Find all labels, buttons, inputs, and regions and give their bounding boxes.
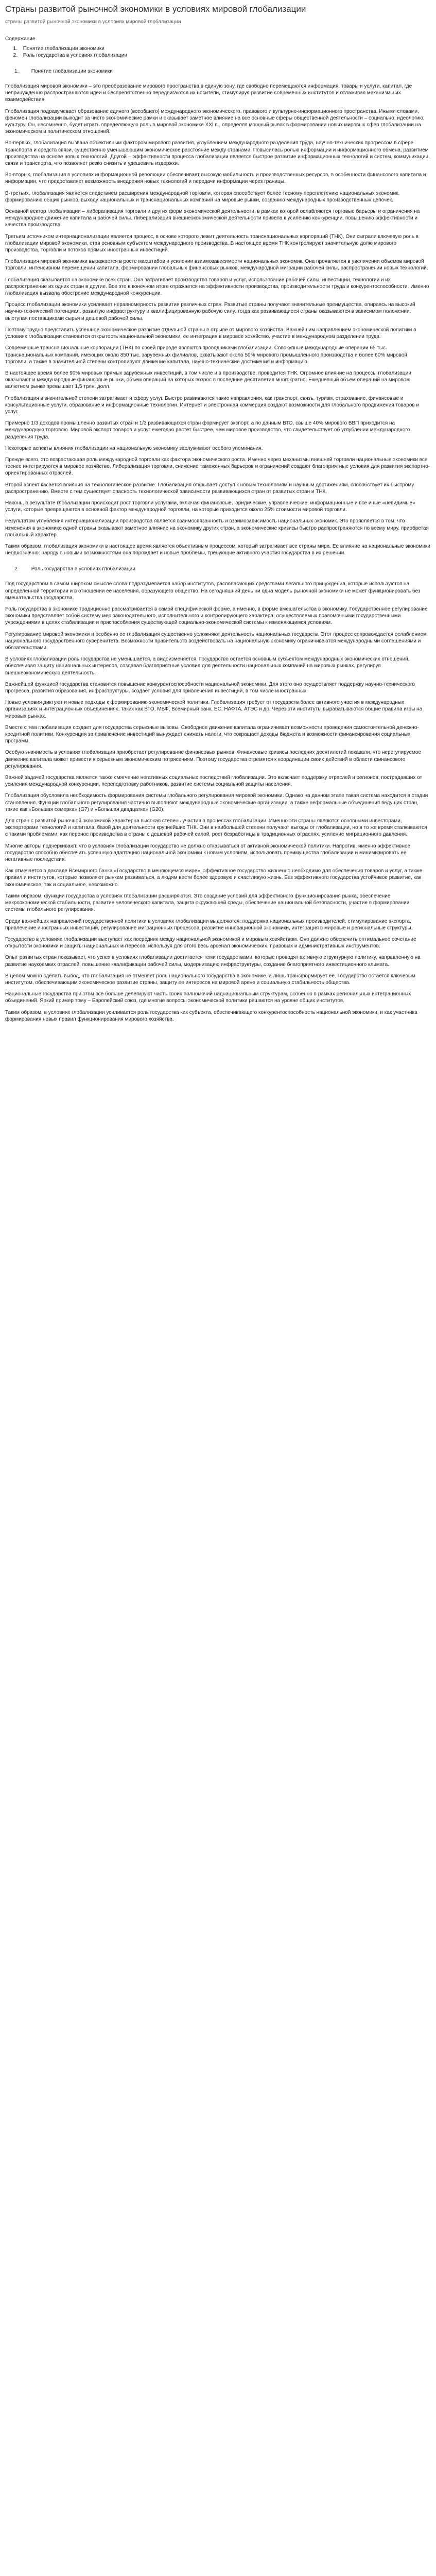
paragraph: Вместе с тем глобализация создает для государства серьезные вызовы. Свободное движение капитала ограничивает возможности проведения самостоятельной денежно-кредитной политики. Конкуренция за привлечение инвестиций вынуждает снижать налоги, что сокращает доходы бюджета и возможности финансирования социальных программ. (5, 724, 419, 744)
section-title: Роль государства в условиях глобализации (31, 566, 135, 572)
paragraph: Глобализация подразумевает образование единого (всеобщего) международного экономического, правового и культурно-информационного пространства. Иными словами, феномен глобализации выходит за чисто экономические рамки и оказывает заметное влияние на все основные сферы общественной деятельности – социально, идеологию, культуру. Он, несомненно, будет играть определяющую роль в мировой экономике XXI в., определяя мощный рывок в формировании новых мировых сфер глобализации на экономическом и политическом отношений. (5, 108, 425, 135)
toc-item-number: 1. (13, 46, 18, 52)
paragraph: Третьим источником интернационализации является процесс, в основе которого лежит деятельность транснациональных корпораций (ТНК). Они сыграли ключевую роль в глобализации мировой экономики, став основным субъектом международного производства. В настоящее время ТНК контролируют значительную долю мирового производства, торговли и потоков прямых иностранных инвестиций. (5, 233, 418, 253)
toc-item-label: Роль государства в условиях глобализации (23, 53, 127, 58)
paragraph: Таким образом, в условиях глобализации усиливается роль государства как субъекта, обеспечивающего конкурентоспособность национальной экономики, и как участника формирования новых правил функционирования мирового хозяйства. (5, 1009, 417, 1022)
paragraph: Роль государства в экономике традиционно рассматривается в самой специфической форме, а именно, в форме вмешательства в экономику. Государственное регулирование экономики представляет собой систему мер законодательного, исполнительного и контролирующего характера, осуществляемых правомочными государственными учреждениями в целях стабилизации и приспособления существующей социально-экономической системы к изменяющимся условиям. (5, 606, 428, 626)
paragraph: Особую значимость в условиях глобализации приобретает регулирование финансовых рынков. Финансовые кризисы последних десятилетий показали, что нерегулируемое движение капитала может привести к серьезным экономическим потрясениям. Поэтому государства стремятся к координации своих действий в области финансового регулирования. (5, 750, 421, 769)
paragraph: Во-вторых, глобализация в условиях информационной революции обеспечивает высокую мобильность и производственных ресурсов, в особенности финансового капитала и информации, что предоставляет возможность внедрения новых технологий и передачи информации через границы. (5, 172, 426, 185)
document-page (0, 0, 436, 1023)
paragraph: Глобализация обусловила необходимость формирования системы глобального регулирования мировой экономики. Однако на данном этапе такая система находится в стадии становления. Функции глобального регулирования частично выполняют международные экономические организации, а также неформальные объединения ведущих стран, такие как «Большая семерка» (G7) и «Большая двадцатка» (G20). (5, 793, 428, 812)
toc-item-label: Понятие глобализации экономики (23, 46, 104, 52)
paragraph: Для стран с развитой рыночной экономикой характерна высокая степень участия в процессах глобализации. Именно эти страны являются основными инвесторами, экспортерами технологий и капитала, базой для деятельности крупнейших ТНК. Они в наибольшей степени получают выгоды от глобализации, но в то же время сталкиваются с такими проблемами, как перенос производства в страны с дешевой рабочей силой, рост безработицы в традиционных отраслях, усиление миграционного давления. (5, 818, 427, 838)
section-body (5, 581, 431, 1023)
paragraph: Процесс глобализации экономики усиливает неравномерность развития различных стран. Развитые страны получают значительные преимущества, опираясь на высокий научно-технический потенциал, развитую инфраструктуру и квалифицированную рабочую силу, тогда как развивающиеся страны оказываются в зависимом положении, выступая поставщиками сырья и дешевой рабочей силы. (5, 302, 415, 321)
paragraph: Примерно 1/3 доходов промышленно развитых стран и 1/3 развивающихся стран формирует экспорт, а по данным ВТО, свыше 40% мирового ВВП приходится на международную торговлю. Мировой экспорт товаров и услуг ежегодно растет быстрее, чем мировое производство, что свидетельствует об углублении международного разделения труда. (5, 420, 410, 440)
section-number: 1. (14, 69, 19, 74)
paragraph: Глобализация в значительной степени затрагивает и сферу услуг. Быстро развиваются такие направления, как транспорт, связь, туризм, страхование, финансовые и консультационные услуги, образование и информационные технологии. Интернет и электронная коммерция создают возможности для глобального продвижения товаров и услуг. (5, 395, 420, 415)
table-of-contents (5, 45, 431, 59)
paragraph: Глобализация сказывается на экономике всех стран. Она затрагивает производство товаров и услуг, использование рабочей силы, инвестиции, технологии и их распространение из одних стран в другие. Все это в конечном итоге отражается на эффективности производства, производительности труда и конкурентоспособности. Именно глобализация вызвала обострение международной конкуренции. (5, 277, 429, 297)
paragraph: В настоящее время более 90% мировых прямых зарубежных инвестиций, в том числе и в производстве, проводится ТНК. Огромное влияние на процессы глобализации оказывают и международные финансовые рынки, объем операций на которых возрос в последние десятилетия многократно. Ежедневный объем операций на мировом валютном рынке превышает 1,5 трлн. долл. (5, 370, 411, 390)
paragraph: Прежде всего, это возрастающая роль международной торговли как фактора экономического роста. Именно через механизмы внешней торговли национальные экономики все теснее интегрируются в мировое хозяйство. Либерализация торговли, снижение таможенных барьеров и ограничений создают благоприятные условия для развития экспортно-ориентированных отраслей. (5, 456, 430, 477)
document-subtitle: страны развитой рыночной экономики в условиях мировой глобализации (5, 19, 181, 25)
paragraph: Как отмечается в докладе Всемирного банка «Государство в меняющемся мире», эффективное государство жизненно необходимо для обеспечения товаров и услуг, а также правил и институтов, которые позволяют рынкам развиваться, а людям вести более здоровую и счастливую жизнь. Без эффективного государства устойчивое развитие, как экономическое, так и социальное, невозможно. (5, 868, 423, 888)
paragraph: Второй аспект касается влияния на технологическое развитие. Глобализация открывает доступ к новым технологиям и научным достижениям, способствует их быстрому распространению. Вместе с тем существует опасность технологической зависимости развивающихся стран от развитых стран и ТНК. (5, 482, 414, 495)
paragraph: Под государством в самом широком смысле слова подразумевается набор институтов, располагающих средствами легального принуждения, которые используются на определенной территории и в отношении ее населения, образующего общество. На сегодняшний день ни одна модель рыночной экономики не может функционировать без вмешательства государства. (5, 581, 421, 601)
paragraph: Новые условия диктуют и новые подходы к формированию экономической политики. Глобализация требует от государств более активного участия в международных организациях и интеграционных объединениях, таких как ВТО, МВФ, Всемирный банк, ЕС, НАФТА, АТЭС и др. Через эти институты вырабатываются общие правила игры на мировых рынках. (5, 700, 423, 719)
paragraph: Регулирование мировой экономики и особенно ее глобализация существенно усложняют деятельность национальных государств. Этот процесс сопровождается ослаблением национального государственного суверенитета. Возможности правительств воздействовать на национальную экономику ограничиваются международными соглашениями и обязательствами. (5, 631, 427, 651)
paragraph: В условиях глобализации роль государства не уменьшается, а видоизменяется. Государство остается основным субъектом международных экономических отношений, обеспечивая защиту национальных интересов, создавая благоприятные условия для деятельности национальных компаний на мировых рынках, регулируя внешнеэкономическую деятельность. (5, 656, 410, 676)
paragraph: Многие авторы подчеркивают, что в условиях глобализации государство не должно отказываться от активной экономической политики. Напротив, именно эффективное государство способно обеспечить успешную адаптацию национальной экономики к новым условиям, использовать преимущества глобализации и минимизировать ее негативные последствия. (5, 843, 411, 863)
paragraph: Среди важнейших направлений государственной политики в условиях глобализации выделяются: поддержка национальных производителей, стимулирование экспорта, привлечение иностранных инвестиций, регулирование миграционных процессов, развитие инновационной экономики, интеграция в мировые и региональные структуры. (5, 918, 413, 931)
paragraph: Современные транснациональные корпорации (ТНК) по своей природе являются проводниками глобализации. Совокупные международные операции 65 тыс. транснациональных компаний, имеющих около 850 тыс. зарубежных филиалов, охватывают около 50% мирового промышленного производства и более 60% мировой торговли, а также в значительной степени контролируют движение капитала, научно-технические достижения и информацию. (5, 345, 407, 365)
toc-heading: Содержание (5, 36, 36, 42)
paragraph: Во-первых, глобализация вызвана объективным фактором мирового развития, углублением международного разделения труда, научно-технических прогрессом в сфере транспорта и средств связи, существенно уменьшающим экономическое расстояние между странами. Повысилась ролью информации и информационного обмена, развитием производства на основе новых технологий. Другой – эффективности процесса глобализации является быстрое развитие информационных технологий и систем, коммуникации, связи и транспорта, что позволяет резко снизить и удешевить издержки. (5, 140, 430, 167)
paragraph: Важной задачей государства является также смягчение негативных социальных последствий глобализации. Это включает поддержку отраслей и регионов, пострадавших от усиления международной конкуренции, переподготовку работников, развитие системы социальной защиты населения. (5, 775, 423, 788)
toc-item-number: 2. (13, 53, 18, 58)
paragraph: Наконь, в результате глобализации происходит рост торговли услугами, включая финансовые, юридические, управленческие, информационные и все иные «невидимые» услуги, которые превращаются в основной фактор международной торговли, на которые приходится около 25% стоимости мировой торговли. (5, 500, 415, 513)
document-title: Страны развитой рыночной экономики в условиях мировой глобализации (5, 4, 306, 14)
paragraph: Поэтому трудно представить успешное экономическое развитие отдельной страны в отрыве от мирового хозяйства. Важнейшим направлением экономической политики в условиях глобализации становится открытость национальной экономики, ее интеграция в мировое хозяйство, участие в международном разделении труда. (5, 327, 416, 340)
paragraph: Глобализация мировой экономики выражается в росте масштабов и усилении взаимозависимости национальных экономик. Она проявляется в увеличении объемов мировой торговли, интенсивном перемещении капитала, формировании глобальных финансовых рынков, международной миграции рабочей силы, распространении новых технологий. (5, 259, 428, 272)
paragraph: Таким образом, функции государства в условиях глобализации расширяются. Это создание условий для эффективного функционирования рынка, обеспечение макроэкономической стабильности, развитие человеческого капитала, защита окружающей среды, обеспечение национальной безопасности, участие в формировании системы глобального регулирования. (5, 893, 410, 913)
paragraph: В-третьих, глобализация является следствием расширения международной торговли, которая способствует более тесному переплетению национальных экономик, формированию общих рынков, выходу национальных и транснациональных компаний на мировые рынки, созданию международных производственных цепочек. (5, 190, 400, 203)
paragraph: В целом можно сделать вывод, что глобализация не отменяет роль национального государства в экономике, а лишь трансформирует ее. Государство остается ключевым институтом, обеспечивающим экономическое развитие страны, защиту ее интересов на мировой арене и социальную стабильность общества. (5, 973, 415, 986)
paragraph: Опыт развитых стран показывает, что успех в условиях глобализации достигается теми государствами, которые проводят активную структурную политику, направленную на развитие наукоемких отраслей, повышение квалификации рабочей силы, модернизацию инфраструктуры, создание благоприятного инвестиционного климата. (5, 955, 421, 968)
toc-item[interactable] (5, 45, 431, 52)
paragraph: Некоторые аспекты влияния глобализации на национальную экономику заслуживают особого упоминания. (5, 445, 263, 451)
toc-item[interactable] (5, 52, 431, 59)
paragraph: Таким образом, глобализация экономики в настоящее время является объективным процессом, который затрагивает все страны мира. Ее влияние на национальные экономики неоднозначно: наряду с новыми возможностями она порождает и новые проблемы, требующие активного участия государства в их решении. (5, 543, 430, 556)
paragraph: Государство в условиях глобализации выступает как посредник между национальной экономикой и мировым хозяйством. Оно должно обеспечить оптимальное сочетание открытости экономики и защиты национальных интересов, используя для этого весь арсенал экономических, правовых и административных инструментов. (5, 936, 416, 950)
paragraph: Результатом углубления интернационализации производства является взаимосвязанность и взаимозависимость национальных экономик. Это проявляется в том, что изменения в экономике одной страны оказывают заметное влияние на экономику других стран, а экономические кризисы быстро распространяются по всему миру, приобретая глобальный характер. (5, 518, 429, 538)
paragraph: Важнейшей функцией государства становится повышение конкурентоспособности национальной экономики. Для этого оно осуществляет поддержку научно-технического прогресса, развития образования, инфраструктуры, создает условия для привлечения инвестиций, в том числе иностранных. (5, 681, 415, 694)
paragraph: Основной вектор глобализации – либерализация торговли и других форм экономической деятельности, в рамках которой ослабляются торговые барьеры и ограничения на международное движение капитала и рабочей силы. Либерализация внешнеэкономической деятельности привела к усилению конкуренции, повышению эффективности и качества производства. (5, 209, 420, 228)
section-heading (14, 566, 431, 572)
paragraph: Глобализация мировой экономики – это преобразование мирового пространства в единую зону, где свободно перемещаются информация, товары и услуги, капитал, где непринужденно распространяются идеи и беспрепятственно передвигаются их носители, стимулируя развитие современных институтов и отлаживая механизмы их взаимодействия. (5, 83, 412, 103)
section-body (5, 83, 431, 556)
section-title: Понятие глобализации экономики (31, 69, 113, 74)
section-number: 2. (14, 566, 19, 572)
section-heading (14, 68, 431, 75)
paragraph: Национальные государства при этом все больше делегируют часть своих полномочий наднациональным структурам, особенно в рамках региональных интеграционных объединений. Яркий пример тому – Европейский союз, где многие вопросы экономической политики решаются на уровне общих институтов. (5, 991, 411, 1004)
